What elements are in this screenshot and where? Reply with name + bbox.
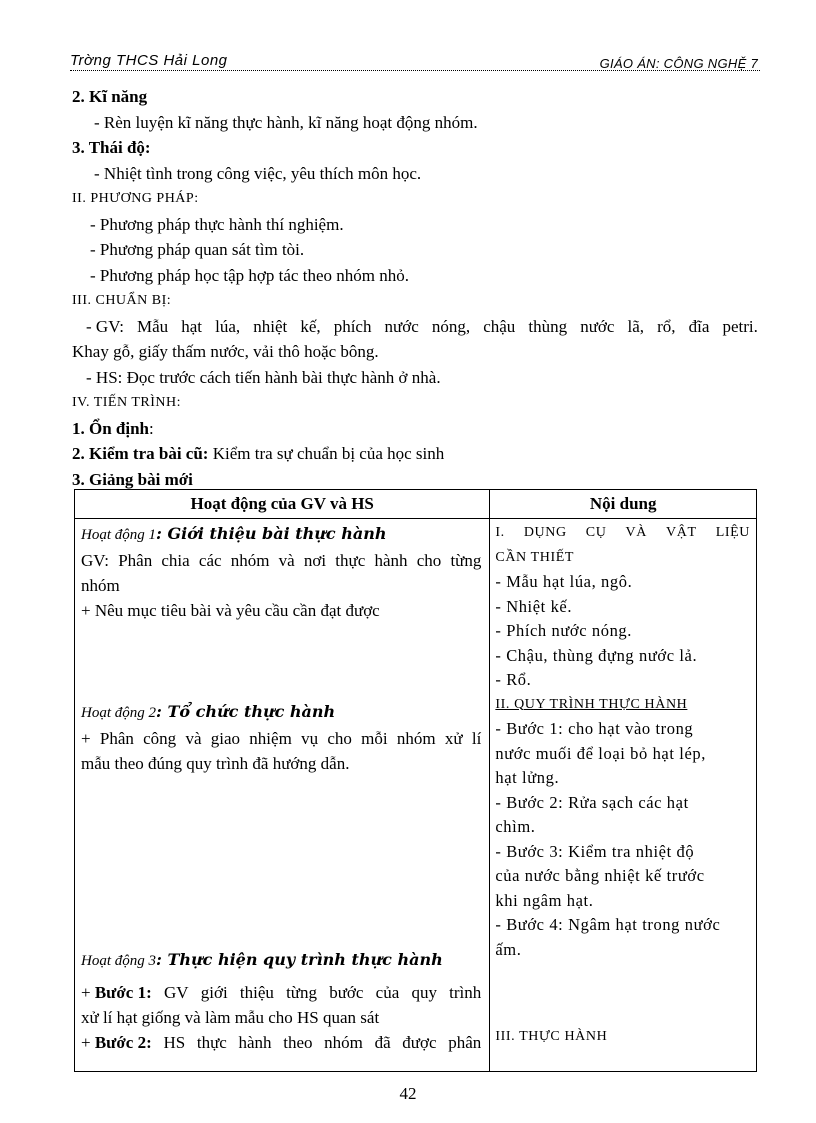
activity-2-word: mỗi <box>361 729 388 748</box>
activities-cell <box>75 519 490 1072</box>
prep-gv-word: hạt <box>181 316 203 336</box>
tool-item: - Chậu, thùng đựng nước lả. <box>495 645 698 665</box>
prep-gv-word: rổ, <box>657 316 676 336</box>
tool-item: - Nhiệt kế. <box>495 596 573 616</box>
method-item: - Phương pháp quan sát tìm tòi. <box>90 240 305 259</box>
prep-gv-word: thùng <box>528 316 568 336</box>
prep-gv-word: Mẫu <box>137 316 169 336</box>
stabilize-label: 1. Ổn định <box>72 418 150 438</box>
tool-item: - Phích nước nóng. <box>495 621 632 640</box>
step-1-word: giới <box>200 983 228 1002</box>
section-tools <box>495 521 750 962</box>
prep-gv-word: petri. <box>722 316 758 336</box>
activity-2-word: và <box>185 729 202 748</box>
activity-2-word: Phân <box>99 729 134 748</box>
procedure-line: - Bước 2: Rửa sạch các hạt <box>495 792 689 812</box>
process-heading: IV. TIẾN TRÌNH: <box>72 395 181 410</box>
activity-2-line: mẫu theo đúng quy trình đã hướng dẫn. <box>81 754 350 773</box>
section-1-word: CỤ <box>585 525 607 540</box>
activity-2-word: + <box>81 729 91 748</box>
activity-1-title: : Giới thiệu bài thực hành <box>156 524 387 543</box>
section-1-word: LIỆU <box>715 525 750 540</box>
prep-gv-word: nhiệt <box>253 316 288 336</box>
activity-1 <box>81 521 481 623</box>
activity-1-word: từng <box>450 551 482 570</box>
activity-1-word: hành <box>374 551 408 570</box>
step-label: + Bước 2: <box>81 1033 152 1052</box>
activity-2-word: nhóm <box>396 729 436 748</box>
activity-2-label: Hoạt động 2 <box>81 705 156 721</box>
prep-gv-word: nóng, <box>431 316 471 336</box>
activity-2-word: vụ <box>301 729 319 748</box>
procedure-line: của nước bằng nhiệt kế trước <box>495 866 705 885</box>
activity-1-word: GV: <box>81 551 110 570</box>
prep-gv-word: đĩa <box>688 316 710 336</box>
prep-gv-word: lúa, <box>215 316 241 336</box>
step-2-word: đã <box>374 1033 391 1052</box>
section-1-word: VẬT <box>666 525 697 540</box>
attitude-heading: 3. Thái độ: <box>72 138 151 157</box>
method-heading: II. PHƯƠNG PHÁP: <box>72 191 199 206</box>
tool-item: - Rổ. <box>495 670 532 689</box>
prep-gv-word: phích <box>333 316 372 336</box>
activity-2-word: cho <box>327 729 352 748</box>
attitude-item: - Nhiệt tình trong công việc, yêu thích môn học. <box>94 163 422 183</box>
document-body <box>72 84 758 492</box>
prep-gv-word: - GV: <box>86 316 124 336</box>
content-cell <box>490 519 757 1072</box>
step-2-word: hành <box>238 1033 272 1052</box>
step-1-word: bước <box>329 983 364 1002</box>
section-1-word: I. <box>495 525 505 540</box>
prep-gv-word: kế, <box>300 316 321 336</box>
activity-1-word: Phân <box>118 551 153 570</box>
new-lesson-heading: 3. Giảng bài mới <box>72 469 193 489</box>
skills-heading: 2. Kĩ năng <box>72 87 148 106</box>
section-1-word: VÀ <box>625 525 647 540</box>
method-item: - Phương pháp thực hành thí nghiệm. <box>90 214 344 234</box>
step-2-line <box>81 1030 481 1055</box>
prep-gv-word: nước <box>580 316 615 336</box>
check-text: Kiểm tra sự chuẩn bị của học sinh <box>208 444 445 463</box>
tool-item: - Mẫu hạt lúa, ngô. <box>495 572 633 591</box>
activity-1-word: thực <box>335 551 366 570</box>
header-subject: GIÁO ÁN: CÔNG NGHỆ 7 <box>599 56 758 71</box>
check-line <box>72 441 758 467</box>
activity-1-line <box>81 548 481 573</box>
step-2-word: được <box>402 1033 437 1052</box>
activity-1-word: cho <box>416 551 442 570</box>
lesson-table <box>74 489 757 1072</box>
activity-1-word: nhóm <box>230 551 270 570</box>
check-label: 2. Kiểm tra bài cũ: <box>72 444 209 463</box>
procedure-line: chìm. <box>495 817 536 836</box>
step-label-bold: Bước 2: <box>94 1033 152 1052</box>
activity-2-title: : Tổ chức thực hành <box>156 702 336 721</box>
activity-1-word: các <box>198 551 222 570</box>
step-2-word: nhóm <box>324 1033 363 1052</box>
step-1-word: từng <box>286 983 318 1002</box>
prep-gv-word: chậu <box>483 316 516 336</box>
procedure-line: nước muối để loại bỏ hạt lép, <box>495 743 706 763</box>
activity-1-word: nơi <box>303 551 327 570</box>
activity-3-label: Hoạt động 3 <box>81 953 156 969</box>
prep-gv-line <box>72 314 758 340</box>
section-3-heading: III. THỰC HÀNH <box>495 1029 608 1044</box>
activity-2 <box>81 699 481 776</box>
page-number: 42 <box>399 1084 417 1103</box>
section-1-heading <box>495 521 750 546</box>
activity-2-word: giao <box>210 729 241 748</box>
prep-gv-word: nước <box>384 316 419 336</box>
step-1-line <box>81 980 481 1005</box>
step-2-word: theo <box>283 1033 313 1052</box>
procedure-line: - Bước 1: cho hạt vào trong <box>495 719 694 738</box>
stabilize-line <box>72 416 758 442</box>
prep-gv-continuation: Khay gỗ, giấy thấm nước, vải thô hoặc bông. <box>72 342 379 361</box>
step-2-word: phân <box>448 1033 482 1052</box>
col-header-content: Nội dung <box>490 490 757 519</box>
step-1-word: thiệu <box>239 983 274 1002</box>
activity-3 <box>81 947 481 1055</box>
procedure-line: - Bước 4: Ngâm hạt trong nước <box>495 915 721 934</box>
step-label: + Bước 1: <box>81 983 152 1002</box>
prep-gv-word: lã, <box>627 316 645 336</box>
skills-item: - Rèn luyện kĩ năng thực hành, kĩ năng hoạt động nhóm. <box>94 112 478 132</box>
step-1-word: quy <box>411 983 437 1002</box>
section-1-heading-cont: CẦN THIẾT <box>495 549 575 565</box>
activity-2-line <box>81 726 481 751</box>
activity-1-word: và <box>278 551 295 570</box>
header-school: Trờng THCS Hải Long <box>70 52 228 69</box>
activity-3-title: : Thực hiện quy trình thực hành <box>156 950 443 969</box>
col-header-activities: Hoạt động của GV và HS <box>75 490 490 519</box>
activity-2-word: lí <box>471 729 482 748</box>
activity-2-word: xử <box>444 729 463 748</box>
prep-heading: III. CHUẨN BỊ: <box>72 293 172 308</box>
procedure-line: khi ngâm hạt. <box>495 890 594 910</box>
step-2-word: thực <box>196 1033 227 1052</box>
stabilize-suffix: : <box>149 418 154 438</box>
step-2-word: HS <box>163 1033 186 1052</box>
activity-1-line: + Nêu mục tiêu bài và yêu cầu cần đạt được <box>81 601 380 620</box>
step-1-word: trình <box>449 983 482 1002</box>
procedure-line: - Bước 3: Kiểm tra nhiệt độ <box>495 841 695 861</box>
procedure-line: ấm. <box>495 939 522 959</box>
section-1-word: DỤNG <box>523 525 567 540</box>
header-divider <box>70 70 760 71</box>
activity-2-word: nhiệm <box>249 729 292 748</box>
step-label-bold: Bước 1: <box>94 983 152 1002</box>
method-item: - Phương pháp học tập hợp tác theo nhóm nhỏ. <box>90 265 409 285</box>
procedure-line: hạt lửng. <box>495 768 560 787</box>
activity-1-word: chia <box>161 551 190 570</box>
section-2-heading: II. QUY TRÌNH THỰC HÀNH <box>495 696 688 712</box>
step-1-word: GV <box>163 983 189 1002</box>
step-1-word: của <box>375 983 400 1002</box>
step-1-line: xử lí hạt giống và làm mẫu cho HS quan sát <box>81 1008 380 1027</box>
activity-2-word: công <box>143 729 177 748</box>
prep-hs: - HS: Đọc trước cách tiến hành bài thực hành ở nhà. <box>86 367 441 387</box>
activity-1-label: Hoạt động 1 <box>81 527 156 543</box>
activity-1-line: nhóm <box>81 576 120 595</box>
